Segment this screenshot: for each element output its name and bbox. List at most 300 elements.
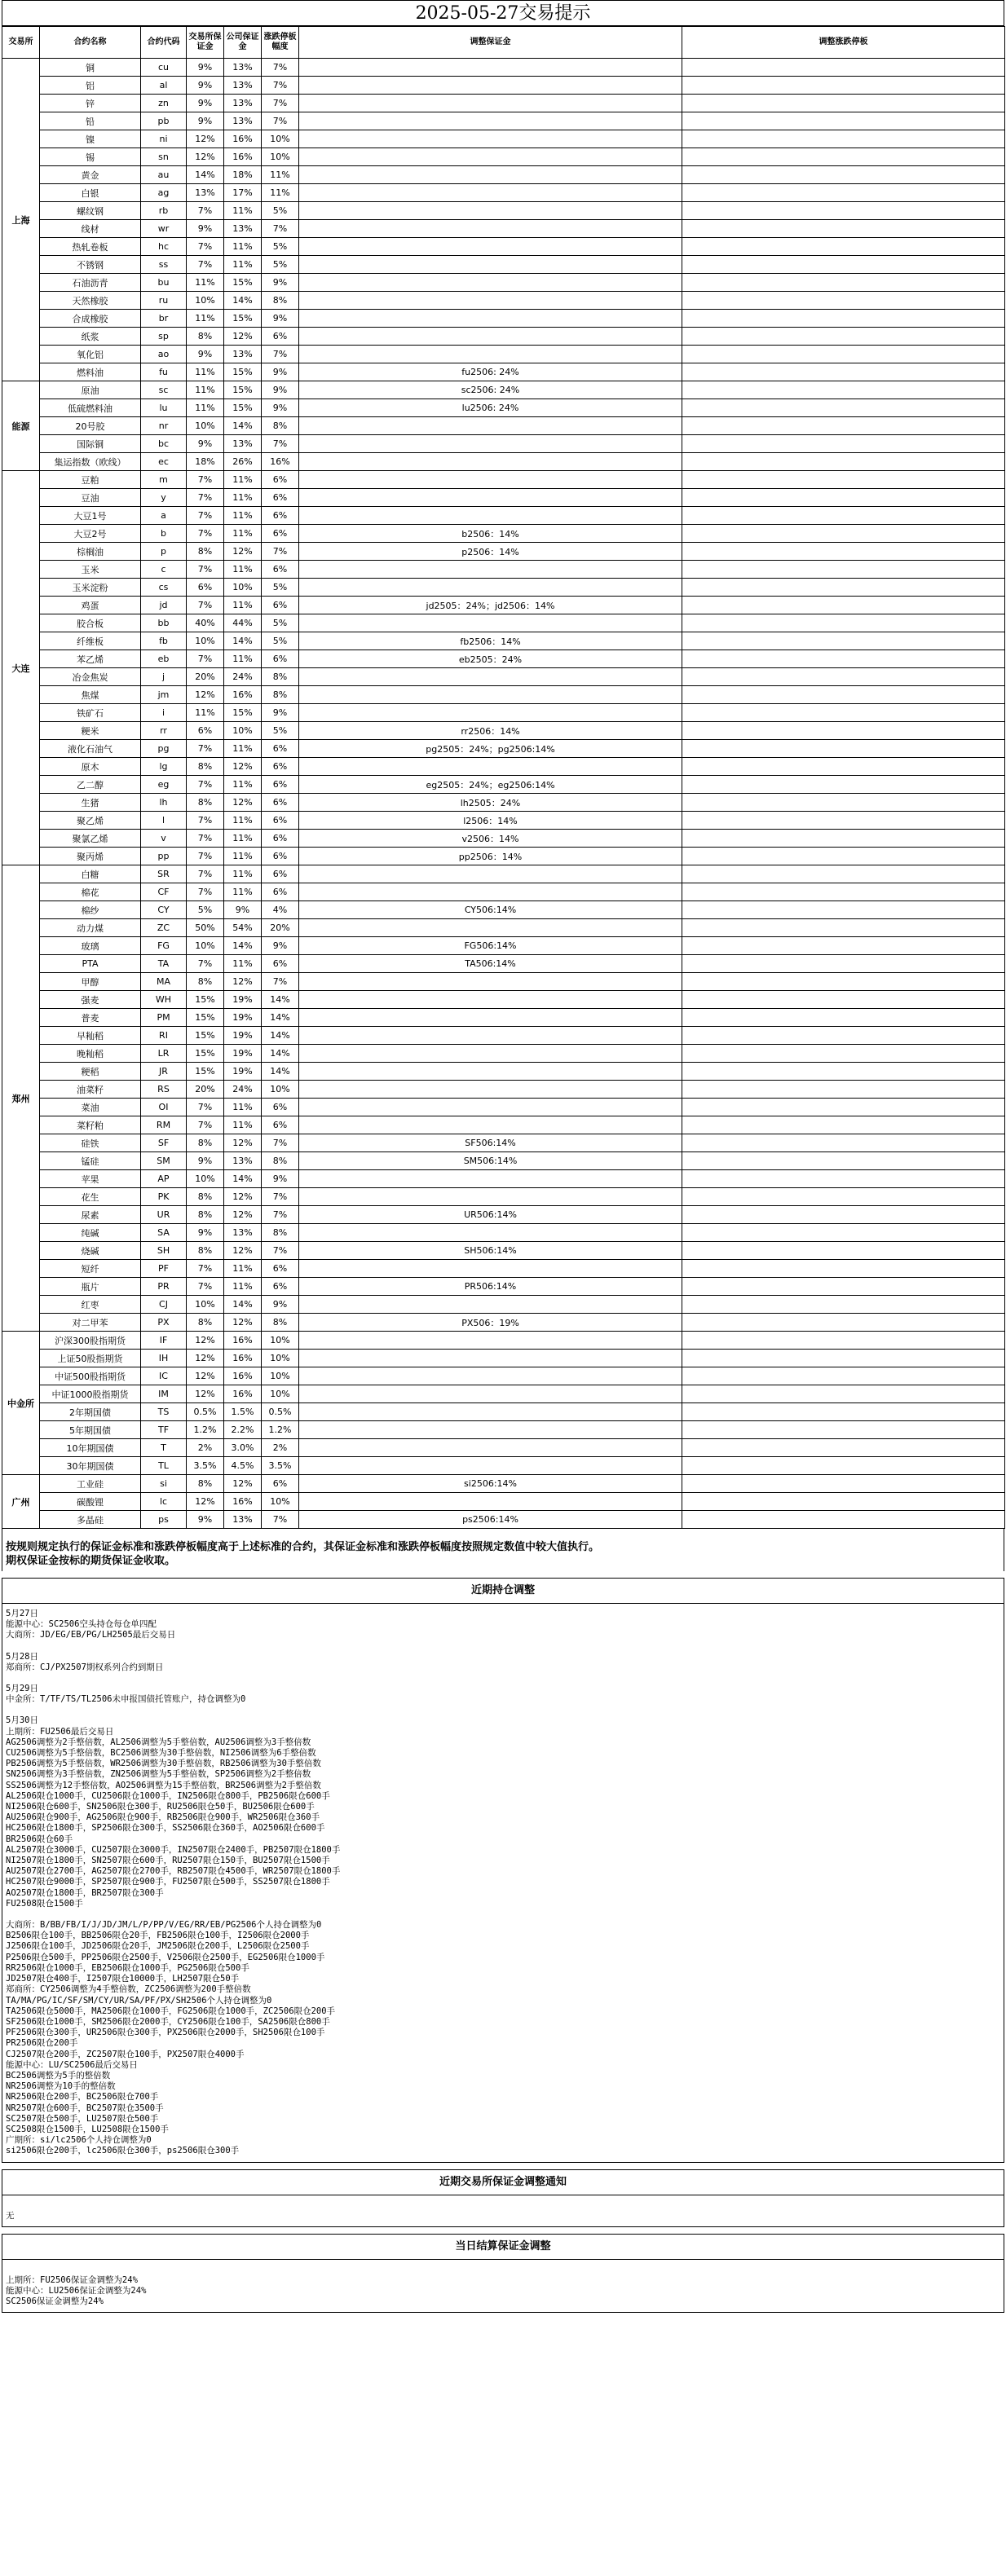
- table-row: [2, 614, 1005, 632]
- contract-name-cell: 普麦: [40, 1009, 141, 1027]
- contract-name-cell: 棉纱: [40, 901, 141, 919]
- section-line: NR2506限仓200手，BC2506限仓700手: [6, 2092, 159, 2103]
- adjust-limit-cell: [682, 1242, 1005, 1260]
- table-row: [2, 704, 1005, 722]
- exchange-margin-cell: 14%: [187, 166, 224, 184]
- limit-cell: 8%: [262, 668, 299, 686]
- adjust-limit-cell: [682, 166, 1005, 184]
- limit-cell: 6%: [262, 328, 299, 346]
- header-contract-name: 合约名称: [40, 27, 141, 59]
- adjust-margin-cell: sc2506: 24%: [299, 381, 682, 399]
- adjust-limit-cell: [682, 597, 1005, 614]
- limit-cell: 8%: [262, 292, 299, 310]
- contract-code-cell: AP: [141, 1170, 187, 1188]
- contract-name-cell: 低硫燃料油: [40, 399, 141, 417]
- contract-code-cell: SF: [141, 1134, 187, 1152]
- contract-code-cell: sp: [141, 328, 187, 346]
- section-line: si2506限仓200手，lc2506限仓300手，ps2506限仓300手: [6, 2146, 240, 2156]
- contract-name-cell: 鸡蛋: [40, 597, 141, 614]
- adjust-margin-cell: [299, 1332, 682, 1350]
- adjust-limit-cell: [682, 130, 1005, 148]
- table-row: [2, 435, 1005, 453]
- company-margin-cell: 11%: [224, 238, 262, 256]
- contract-code-cell: eg: [141, 776, 187, 794]
- limit-cell: 6%: [262, 507, 299, 525]
- company-margin-cell: 11%: [224, 202, 262, 220]
- adjust-margin-cell: [299, 274, 682, 292]
- company-margin-cell: 11%: [224, 955, 262, 973]
- company-margin-cell: 11%: [224, 1278, 262, 1296]
- adjust-margin-cell: PR506:14%: [299, 1278, 682, 1296]
- table-row: [2, 722, 1005, 740]
- adjust-margin-cell: [299, 202, 682, 220]
- adjust-limit-cell: [682, 453, 1005, 471]
- adjust-limit-cell: [682, 1421, 1005, 1439]
- limit-cell: 10%: [262, 1350, 299, 1367]
- contract-code-cell: RM: [141, 1116, 187, 1134]
- exchange-margin-cell: 8%: [187, 328, 224, 346]
- limit-cell: 10%: [262, 1367, 299, 1385]
- contract-name-cell: 强麦: [40, 991, 141, 1009]
- table-row: [2, 363, 1005, 381]
- contract-name-cell: 早籼稻: [40, 1027, 141, 1045]
- adjust-margin-cell: [299, 1421, 682, 1439]
- adjust-margin-cell: [299, 435, 682, 453]
- table-row: [2, 417, 1005, 435]
- section-line: TA2506限仓5000手，MA2506限仓1000手，FG2506限仓1000手，ZC2506限仓200手: [6, 2006, 336, 2016]
- contract-code-cell: ni: [141, 130, 187, 148]
- exchange-cell: 能源: [2, 381, 40, 471]
- contract-code-cell: ec: [141, 453, 187, 471]
- contract-name-cell: 液化石油气: [40, 740, 141, 758]
- exchange-margin-cell: 7%: [187, 740, 224, 758]
- limit-cell: 6%: [262, 1099, 299, 1116]
- contract-code-cell: IM: [141, 1385, 187, 1403]
- exchange-margin-cell: 7%: [187, 812, 224, 830]
- contract-code-cell: jd: [141, 597, 187, 614]
- contract-code-cell: LR: [141, 1045, 187, 1063]
- adjust-limit-cell: [682, 1260, 1005, 1278]
- exchange-margin-cell: 5%: [187, 901, 224, 919]
- section-line: 郑商所：CY2506调整为4手整倍数，ZC2506调整为200手整倍数: [6, 1984, 251, 1995]
- table-row: [2, 1385, 1005, 1403]
- contract-name-cell: 纸浆: [40, 328, 141, 346]
- limit-cell: 6%: [262, 1475, 299, 1493]
- contract-name-cell: 豆粕: [40, 471, 141, 489]
- exchange-margin-cell: 7%: [187, 471, 224, 489]
- adjust-limit-cell: [682, 722, 1005, 740]
- table-row: [2, 1081, 1005, 1099]
- limit-cell: 6%: [262, 561, 299, 579]
- contract-name-cell: 30年期国债: [40, 1457, 141, 1475]
- contract-code-cell: ps: [141, 1511, 187, 1529]
- adjust-limit-cell: [682, 1385, 1005, 1403]
- adjust-limit-cell: [682, 830, 1005, 848]
- limit-cell: 7%: [262, 112, 299, 130]
- table-row: [2, 543, 1005, 561]
- exchange-margin-cell: 12%: [187, 1332, 224, 1350]
- adjust-limit-cell: [682, 1314, 1005, 1332]
- adjust-margin-cell: [299, 112, 682, 130]
- contract-code-cell: IC: [141, 1367, 187, 1385]
- table-body: [2, 59, 1005, 1529]
- section-line: NR2506调整为10手的整倍数: [6, 2081, 116, 2092]
- section-line: AO2507限仓1800手，BR2507限仓300手: [6, 1887, 164, 1898]
- adjust-margin-cell: [299, 238, 682, 256]
- adjust-limit-cell: [682, 95, 1005, 112]
- section-line: AU2507限仓2700手，AG2507限仓2700手，RB2507限仓4500手，WR2507限仓1800手: [6, 1866, 341, 1877]
- adjust-margin-cell: [299, 883, 682, 901]
- exchange-margin-cell: 12%: [187, 1493, 224, 1511]
- contract-name-cell: 碳酸锂: [40, 1493, 141, 1511]
- adjust-margin-cell: [299, 130, 682, 148]
- adjust-limit-cell: [682, 507, 1005, 525]
- company-margin-cell: 13%: [224, 95, 262, 112]
- limit-cell: 7%: [262, 1242, 299, 1260]
- adjust-margin-cell: SH506:14%: [299, 1242, 682, 1260]
- section-line: [6, 1705, 1000, 1715]
- table-row: [2, 346, 1005, 363]
- exchange-margin-cell: 20%: [187, 668, 224, 686]
- contract-code-cell: PM: [141, 1009, 187, 1027]
- contract-code-cell: zn: [141, 95, 187, 112]
- company-margin-cell: 13%: [224, 220, 262, 238]
- contract-code-cell: TL: [141, 1457, 187, 1475]
- adjust-limit-cell: [682, 1009, 1005, 1027]
- table-row: [2, 597, 1005, 614]
- table-row: [2, 865, 1005, 883]
- contract-code-cell: lh: [141, 794, 187, 812]
- exchange-margin-cell: 7%: [187, 561, 224, 579]
- contract-name-cell: 上证50股指期货: [40, 1350, 141, 1367]
- contract-code-cell: cu: [141, 59, 187, 77]
- contract-code-cell: bc: [141, 435, 187, 453]
- adjust-limit-cell: [682, 1511, 1005, 1529]
- adjust-limit-cell: [682, 991, 1005, 1009]
- exchange-margin-cell: 7%: [187, 848, 224, 865]
- adjust-margin-cell: [299, 417, 682, 435]
- contract-name-cell: 生猪: [40, 794, 141, 812]
- limit-cell: 7%: [262, 1134, 299, 1152]
- limit-cell: 14%: [262, 1027, 299, 1045]
- table-row: [2, 740, 1005, 758]
- company-margin-cell: 26%: [224, 453, 262, 471]
- exchange-margin-cell: 7%: [187, 1278, 224, 1296]
- contract-name-cell: 粳稻: [40, 1063, 141, 1081]
- company-margin-cell: 13%: [224, 77, 262, 95]
- adjust-margin-cell: v2506：14%: [299, 830, 682, 848]
- company-margin-cell: 10%: [224, 579, 262, 597]
- contract-name-cell: 锌: [40, 95, 141, 112]
- company-margin-cell: 12%: [224, 1188, 262, 1206]
- adjust-limit-cell: [682, 1063, 1005, 1081]
- table-row: [2, 525, 1005, 543]
- adjust-limit-cell: [682, 399, 1005, 417]
- limit-cell: 8%: [262, 417, 299, 435]
- adjust-limit-cell: [682, 489, 1005, 507]
- table-row: [2, 1403, 1005, 1421]
- contract-code-cell: CF: [141, 883, 187, 901]
- contract-name-cell: 锡: [40, 148, 141, 166]
- limit-cell: 9%: [262, 381, 299, 399]
- contract-code-cell: c: [141, 561, 187, 579]
- exchange-margin-cell: 7%: [187, 507, 224, 525]
- section-line: 5月28日: [6, 1651, 38, 1662]
- adjust-limit-cell: [682, 1439, 1005, 1457]
- adjust-limit-cell: [682, 1045, 1005, 1063]
- section-title: 近期交易所保证金调整通知: [2, 2169, 1004, 2195]
- table-row: [2, 1314, 1005, 1332]
- company-margin-cell: 14%: [224, 1170, 262, 1188]
- contract-code-cell: sn: [141, 148, 187, 166]
- contract-code-cell: jm: [141, 686, 187, 704]
- adjust-limit-cell: [682, 865, 1005, 883]
- adjust-limit-cell: [682, 561, 1005, 579]
- section-line: 5月30日: [6, 1715, 38, 1726]
- contract-code-cell: SH: [141, 1242, 187, 1260]
- adjust-limit-cell: [682, 704, 1005, 722]
- section-title: 近期持仓调整: [2, 1578, 1004, 1604]
- section-title: 当日结算保证金调整: [2, 2234, 1004, 2260]
- company-margin-cell: 11%: [224, 525, 262, 543]
- exchange-margin-cell: 11%: [187, 399, 224, 417]
- table-row: [2, 955, 1005, 973]
- company-margin-cell: 11%: [224, 1260, 262, 1278]
- contract-code-cell: OI: [141, 1099, 187, 1116]
- adjust-limit-cell: [682, 292, 1005, 310]
- table-row: [2, 1439, 1005, 1457]
- table-row: [2, 202, 1005, 220]
- section-line: AL2507限仓3000手，CU2507限仓3000手，IN2507限仓2400手，PB2507限仓1800手: [6, 1844, 341, 1855]
- company-margin-cell: 2.2%: [224, 1421, 262, 1439]
- company-margin-cell: 24%: [224, 668, 262, 686]
- company-margin-cell: 19%: [224, 1009, 262, 1027]
- exchange-margin-cell: 18%: [187, 453, 224, 471]
- exchange-margin-cell: 1.2%: [187, 1421, 224, 1439]
- exchange-margin-cell: 15%: [187, 1063, 224, 1081]
- contract-name-cell: 尿素: [40, 1206, 141, 1224]
- section-line: 大商所：B/BB/FB/I/J/JD/JM/L/P/PP/V/EG/RR/EB/PG2506个人持仓调整为0: [6, 1920, 322, 1931]
- contract-name-cell: 中证500股指期货: [40, 1367, 141, 1385]
- contract-code-cell: IH: [141, 1350, 187, 1367]
- company-margin-cell: 15%: [224, 274, 262, 292]
- table-row: [2, 274, 1005, 292]
- contract-code-cell: m: [141, 471, 187, 489]
- company-margin-cell: 11%: [224, 883, 262, 901]
- contract-code-cell: sc: [141, 381, 187, 399]
- adjust-margin-cell: [299, 1403, 682, 1421]
- contract-name-cell: 硅铁: [40, 1134, 141, 1152]
- adjust-limit-cell: [682, 346, 1005, 363]
- adjust-limit-cell: [682, 901, 1005, 919]
- limit-cell: 6%: [262, 1260, 299, 1278]
- contract-code-cell: b: [141, 525, 187, 543]
- contract-name-cell: 乙二醇: [40, 776, 141, 794]
- adjust-limit-cell: [682, 776, 1005, 794]
- exchange-margin-cell: 8%: [187, 1188, 224, 1206]
- contract-name-cell: 热轧卷板: [40, 238, 141, 256]
- section-line: BC2506调整为5手的整倍数: [6, 2070, 111, 2081]
- adjust-limit-cell: [682, 1278, 1005, 1296]
- adjust-limit-cell: [682, 1188, 1005, 1206]
- table-row: [2, 668, 1005, 686]
- adjust-margin-cell: [299, 1009, 682, 1027]
- table-row: [2, 166, 1005, 184]
- contract-code-cell: UR: [141, 1206, 187, 1224]
- exchange-margin-cell: 9%: [187, 59, 224, 77]
- contract-code-cell: au: [141, 166, 187, 184]
- company-margin-cell: 16%: [224, 148, 262, 166]
- adjust-margin-cell: l2506：14%: [299, 812, 682, 830]
- contract-name-cell: 玉米淀粉: [40, 579, 141, 597]
- company-margin-cell: 11%: [224, 489, 262, 507]
- exchange-margin-cell: 11%: [187, 274, 224, 292]
- company-margin-cell: 4.5%: [224, 1457, 262, 1475]
- contract-name-cell: 动力煤: [40, 919, 141, 937]
- contract-code-cell: si: [141, 1475, 187, 1493]
- adjust-margin-cell: [299, 1099, 682, 1116]
- contract-code-cell: ru: [141, 292, 187, 310]
- table-row: [2, 1116, 1005, 1134]
- adjust-margin-cell: eb2505：24%: [299, 650, 682, 668]
- limit-cell: 10%: [262, 1081, 299, 1099]
- adjust-limit-cell: [682, 650, 1005, 668]
- company-margin-cell: 11%: [224, 650, 262, 668]
- adjust-limit-cell: [682, 381, 1005, 399]
- contract-name-cell: 聚乙烯: [40, 812, 141, 830]
- adjust-margin-cell: fb2506：14%: [299, 632, 682, 650]
- contract-name-cell: 菜籽粕: [40, 1116, 141, 1134]
- table-row: [2, 453, 1005, 471]
- table-row: [2, 256, 1005, 274]
- table-row: [2, 184, 1005, 202]
- contract-code-cell: SR: [141, 865, 187, 883]
- section-line: AL2506限仓1000手，CU2506限仓1000手，IN2506限仓800手，PB2506限仓600手: [6, 1790, 330, 1801]
- contract-code-cell: pp: [141, 848, 187, 865]
- contract-name-cell: 铅: [40, 112, 141, 130]
- table-row: [2, 507, 1005, 525]
- company-margin-cell: 13%: [224, 1511, 262, 1529]
- exchange-cell: 大连: [2, 471, 40, 865]
- section-line: NR2507限仓600手，BC2507限仓3500手: [6, 2103, 164, 2113]
- limit-cell: 6%: [262, 758, 299, 776]
- company-margin-cell: 12%: [224, 543, 262, 561]
- table-row: [2, 1296, 1005, 1314]
- limit-cell: 6%: [262, 1278, 299, 1296]
- contract-name-cell: 玻璃: [40, 937, 141, 955]
- company-margin-cell: 15%: [224, 399, 262, 417]
- contract-code-cell: a: [141, 507, 187, 525]
- contract-name-cell: 油菜籽: [40, 1081, 141, 1099]
- section-line: 上期所：FU2506最后交易日: [6, 1726, 114, 1737]
- contract-name-cell: 红枣: [40, 1296, 141, 1314]
- company-margin-cell: 11%: [224, 812, 262, 830]
- exchange-margin-cell: 8%: [187, 1242, 224, 1260]
- adjust-limit-cell: [682, 686, 1005, 704]
- contract-code-cell: pg: [141, 740, 187, 758]
- table-row: [2, 1493, 1005, 1511]
- exchange-margin-cell: 8%: [187, 1206, 224, 1224]
- adjust-margin-cell: [299, 1385, 682, 1403]
- adjust-margin-cell: [299, 489, 682, 507]
- limit-cell: 9%: [262, 704, 299, 722]
- limit-cell: 7%: [262, 973, 299, 991]
- contract-code-cell: eb: [141, 650, 187, 668]
- exchange-margin-cell: 3.5%: [187, 1457, 224, 1475]
- contract-code-cell: PX: [141, 1314, 187, 1332]
- section-line: SC2508限仓1500手，LU2508限仓1500手: [6, 2124, 169, 2134]
- limit-cell: 6%: [262, 525, 299, 543]
- adjust-limit-cell: [682, 363, 1005, 381]
- table-row: [2, 1063, 1005, 1081]
- adjust-margin-cell: [299, 561, 682, 579]
- adjust-limit-cell: [682, 1206, 1005, 1224]
- company-margin-cell: 14%: [224, 937, 262, 955]
- exchange-margin-cell: 10%: [187, 937, 224, 955]
- adjust-margin-cell: [299, 1063, 682, 1081]
- contract-name-cell: 玉米: [40, 561, 141, 579]
- company-margin-cell: 19%: [224, 1063, 262, 1081]
- limit-cell: 14%: [262, 1063, 299, 1081]
- adjust-margin-cell: [299, 1260, 682, 1278]
- exchange-margin-cell: 7%: [187, 650, 224, 668]
- adjust-limit-cell: [682, 794, 1005, 812]
- adjust-margin-cell: [299, 1081, 682, 1099]
- contract-name-cell: 线材: [40, 220, 141, 238]
- adjust-margin-cell: [299, 148, 682, 166]
- contract-name-cell: 棕榈油: [40, 543, 141, 561]
- adjust-margin-cell: b2506：14%: [299, 525, 682, 543]
- table-row: [2, 937, 1005, 955]
- note-line: 按规则规定执行的保证金标准和涨跌停板幅度高于上述标准的合约，其保证金标准和涨跌停板幅度按照规定数值中较大值执行。: [6, 1541, 600, 1553]
- limit-cell: 7%: [262, 543, 299, 561]
- exchange-margin-cell: 40%: [187, 614, 224, 632]
- limit-cell: 11%: [262, 166, 299, 184]
- contract-name-cell: 氧化铝: [40, 346, 141, 363]
- limit-cell: 6%: [262, 830, 299, 848]
- section-line: RR2506限仓1000手，EB2506限仓1000手，PG2506限仓500手: [6, 1962, 249, 1973]
- limit-cell: 16%: [262, 453, 299, 471]
- section-line: 能源中心：LU2506保证金调整为24%: [6, 2285, 147, 2296]
- header-exchange-margin: 交易所保证金: [187, 27, 224, 59]
- limit-cell: 7%: [262, 435, 299, 453]
- adjust-limit-cell: [682, 435, 1005, 453]
- company-margin-cell: 12%: [224, 973, 262, 991]
- limit-cell: 6%: [262, 650, 299, 668]
- exchange-margin-cell: 7%: [187, 256, 224, 274]
- contract-name-cell: 白银: [40, 184, 141, 202]
- limit-cell: 6%: [262, 471, 299, 489]
- adjust-limit-cell: [682, 973, 1005, 991]
- exchange-margin-cell: 20%: [187, 1081, 224, 1099]
- company-margin-cell: 19%: [224, 991, 262, 1009]
- contract-name-cell: 铝: [40, 77, 141, 95]
- contract-name-cell: 纯碱: [40, 1224, 141, 1242]
- company-margin-cell: 9%: [224, 901, 262, 919]
- adjust-margin-cell: [299, 1170, 682, 1188]
- contract-name-cell: 不锈钢: [40, 256, 141, 274]
- exchange-margin-cell: 7%: [187, 865, 224, 883]
- table-row: [2, 1206, 1005, 1224]
- exchange-cell: 郑州: [2, 865, 40, 1332]
- adjust-limit-cell: [682, 310, 1005, 328]
- adjust-limit-cell: [682, 1099, 1005, 1116]
- table-row: [2, 776, 1005, 794]
- adjust-limit-cell: [682, 417, 1005, 435]
- adjust-margin-cell: [299, 507, 682, 525]
- adjust-limit-cell: [682, 184, 1005, 202]
- limit-cell: 8%: [262, 686, 299, 704]
